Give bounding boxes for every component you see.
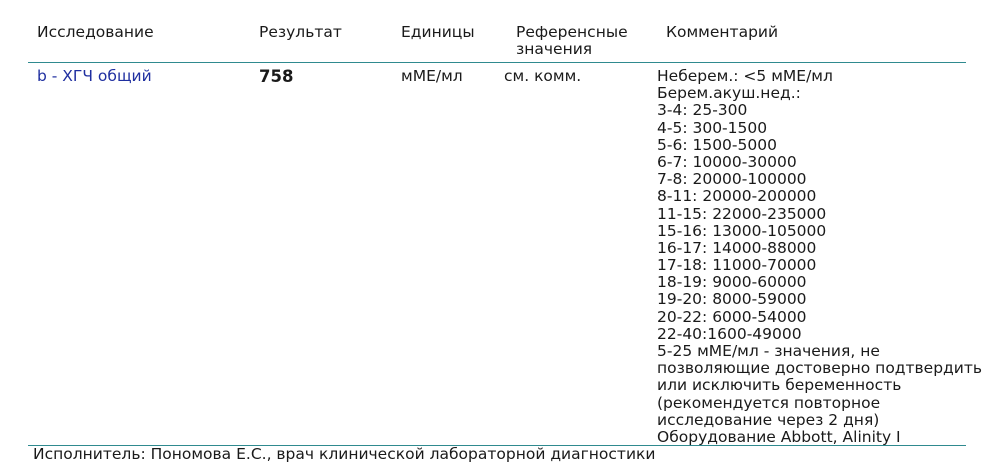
comment-line: 20-22: 6000-54000 bbox=[657, 307, 807, 326]
comment-line: Неберем.: <5 мМЕ/мл bbox=[657, 67, 833, 85]
result-units: мМЕ/мл bbox=[401, 67, 463, 85]
comment-line: Берем.акуш.нед.: bbox=[657, 84, 801, 103]
comment-line: (рекомендуется повторное bbox=[657, 393, 881, 412]
comment-line: 5-6: 1500-5000 bbox=[657, 135, 777, 154]
result-value: 758 bbox=[259, 67, 294, 86]
column-header-result: Результат bbox=[259, 23, 342, 41]
comment-line: позволяющие достоверно подтвердить bbox=[657, 359, 983, 378]
column-header-study: Исследование bbox=[37, 23, 154, 41]
performer-note: Исполнитель: Пономова Е.С., врач клинической лабораторной диагностики bbox=[33, 445, 656, 463]
comment-line: 11-15: 22000-235000 bbox=[657, 204, 827, 223]
reference-values: см. комм. bbox=[504, 67, 582, 85]
header-divider bbox=[28, 62, 966, 63]
study-name: b - ХГЧ общий bbox=[37, 67, 152, 85]
comment-block bbox=[657, 67, 983, 446]
column-header-reference-line1: Референсные bbox=[516, 23, 628, 41]
comment-line: 7-8: 20000-100000 bbox=[657, 170, 807, 189]
column-header-comment: Комментарий bbox=[666, 23, 779, 41]
comment-line: 19-20: 8000-59000 bbox=[657, 290, 807, 309]
comment-line: 3-4: 25-300 bbox=[657, 101, 748, 120]
comment-line: 4-5: 300-1500 bbox=[657, 118, 768, 137]
comment-line: или исключить беременность bbox=[657, 376, 902, 395]
comment-line: 15-16: 13000-105000 bbox=[657, 221, 827, 240]
comment-line: 22-40:1600-49000 bbox=[657, 324, 802, 343]
column-header-reference-line2: значения bbox=[516, 40, 593, 58]
comment-line: 5-25 мМЕ/мл - значения, не bbox=[657, 342, 880, 360]
column-header-units: Единицы bbox=[401, 23, 475, 41]
comment-line: 6-7: 10000-30000 bbox=[657, 152, 797, 171]
column-header-reference bbox=[516, 24, 646, 58]
comment-line: 8-11: 20000-200000 bbox=[657, 187, 817, 206]
comment-line: 18-19: 9000-60000 bbox=[657, 273, 807, 292]
comment-line: Оборудование Abbott, Alinity I bbox=[657, 427, 901, 446]
comment-line: 16-17: 14000-88000 bbox=[657, 238, 817, 257]
comment-line: 17-18: 11000-70000 bbox=[657, 256, 817, 275]
comment-line: исследование через 2 дня) bbox=[657, 410, 880, 429]
